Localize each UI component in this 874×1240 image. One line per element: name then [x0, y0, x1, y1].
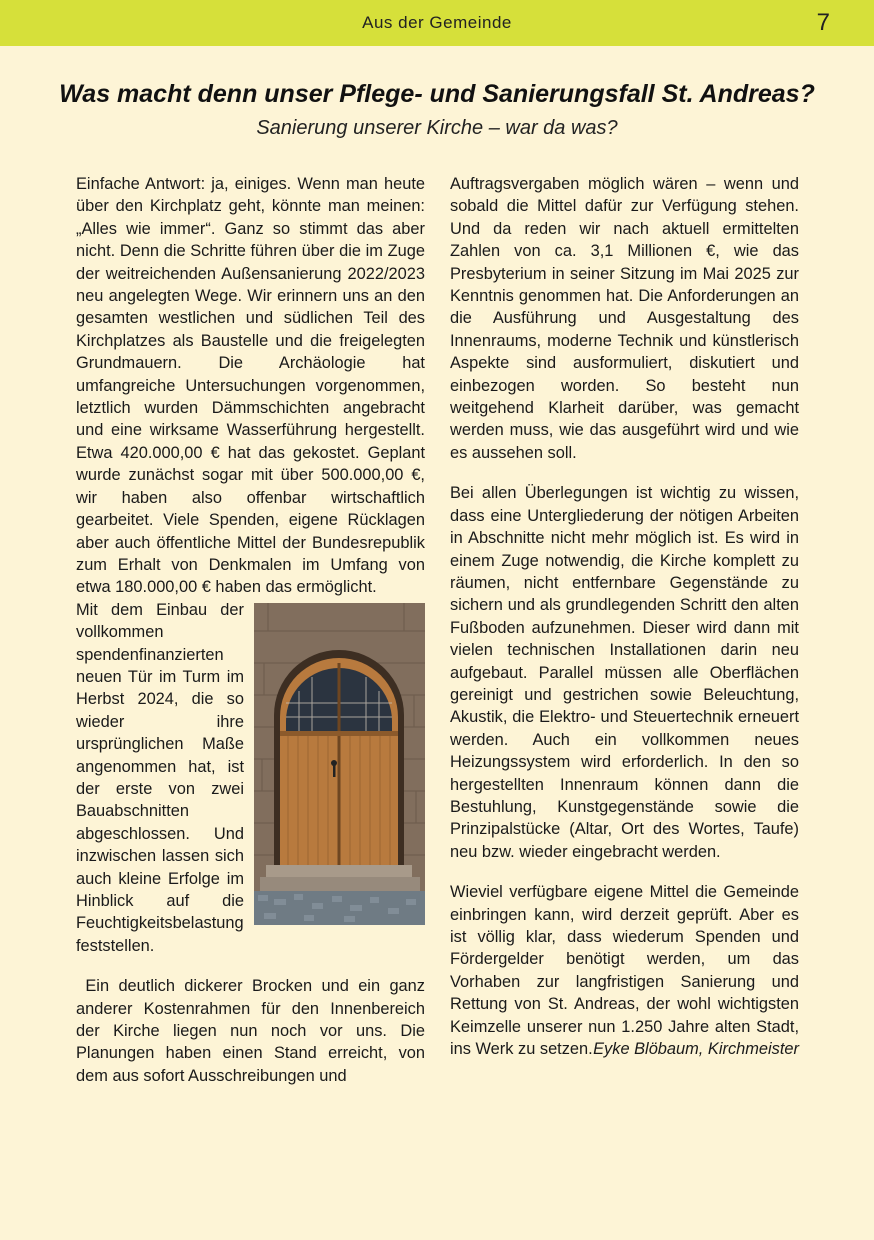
paragraph-funding-text: Wieviel verfügbare eigene Mittel die Gemeinde einbringen kann, wird derzeit geprüft. Aber es ist völlig klar, dass wiederum Spenden und Fördergelder benötigt werden, um das Vorhaben zur langfristigen Sanierung und Rettung von St. Andreas, der wohl wichtigsten Keimzelle unserer nun 1.250 Jahre alten Stadt, ins Werk zu setzen.: [450, 883, 799, 1059]
paragraph-considerations: Bei allen Überlegungen ist wichtig zu wissen, dass eine Untergliederung der nötigen Arbeiten in Abschnitte nicht mehr möglich ist. Es wird in einem Zuge notwendig, die Kirche komplett zu räumen, nicht entfernbare Gegenstände zu sichern und als grundlegenden Schritt den alten Fußboden aufzunehmen. Dieser wird dann mit vielen technischen Installationen darin neu aufgebaut. Parallel müssen alle Oberflächen gereinigt und gestrichen sowie Beleuchtung, Akustik, die Elektro- und Steuertechnik erneuert werden. Auch ein vollkommen neues Heizungssystem wird erforderlich. In den so hergestellten Innenraum können dann die Bestuhlung, Kunstgegenstände sowie die Prinzipalstücke (Altar, Ort des Wortes, Taufe) neu bzw. wieder eingebracht werden.: [450, 484, 799, 861]
paragraph-interior: [76, 975, 425, 1087]
left-column: [76, 173, 425, 1087]
section-title: Aus der Gemeinde: [362, 13, 512, 32]
paragraph-planning: Auftragsvergaben möglich wären – wenn und sobald die Mittel dafür zur Verfügung stehen. Und da reden wir nach aktuell ermittelten Zahlen von ca. 3,1 Millionen €, wie das Presbyterium in seiner Sitzung im Mai 2025 zur Kenntnis genommen hat. Die Anforderungen an die Ausführung und Ausgestaltung des Innenraums, moderne Technik und künstlerisch Aspekte sind ausformuliert, diskutiert und einbezogen worden. So besteht nun weitgehend Klarheit darüber, was gemacht werden muss, wie das ausgeführt wird und wie es aussehen soll.: [450, 175, 799, 462]
paragraph-funding: [450, 881, 799, 1060]
page-number: 7: [816, 9, 830, 36]
paragraph-interior-text: Ein deutlich dickerer Brocken und ein ganz anderer Kostenrahmen für den Innenbereich der Kirche liegen nun noch vor uns. Die Planungen haben einen Stand erreicht, von dem aus sofort Ausschreibungen und: [76, 977, 425, 1085]
church-door-photo: [254, 603, 425, 925]
article-title: Was macht denn unser Pflege- und Sanierungsfall St. Andreas?: [59, 80, 815, 108]
right-column: [450, 173, 799, 1060]
paragraph-intro-text: Einfache Antwort: ja, einiges. Wenn man heute über den Kirchplatz geht, könnte man meinen: „Alles wie immer“. Ganz so stimmt das aber nicht. Denn die Schritte führen über die im Zuge der weitreichenden Außensanierung 2022/2023 neu angelegten Wege. Wir erinnern uns an den gesamten westlichen und südlichen Teil des Kirchplatzes als Baustelle und die freigelegten Grundmauern. Die Archäologie hat umfangreiche Untersuchungen vorgenommen, letztlich wurden Dämmschichten angebracht und eine wirksame Wasserführung hergestellt. Etwa 420.000,00 € hat das gekostet. Geplant wurde zunächst sogar mit über 500.000,00 €, wir haben also offenbar wirtschaftlich gearbeitet. Viele Spenden, eigene Rücklagen aber auch öffentliche Mittel der Bundesrepublik zum Erhalt von Denkmalen im Umfang von etwa 180.000,00 € haben das ermöglicht.: [76, 175, 425, 597]
paragraph-door-text: Mit dem Einbau der vollkommen spendenfinanzierten neuen Tür im Turm im Herbst 2024, die so wieder ihre ursprünglichen Maße angenommen hat, ist der erste von zwei Bauabschnitten abgeschlossen. Und inzwischen lassen sich auch kleine Erfolge im Hinblick auf die Feuchtigkeitsbelastung feststellen.: [76, 600, 244, 955]
author-signoff: Eyke Blöbaum, Kirchmeister: [593, 1040, 799, 1059]
paragraph-intro: [76, 173, 425, 599]
article-subtitle: Sanierung unserer Kirche – war da was?: [256, 117, 618, 139]
page-header: [0, 0, 874, 46]
